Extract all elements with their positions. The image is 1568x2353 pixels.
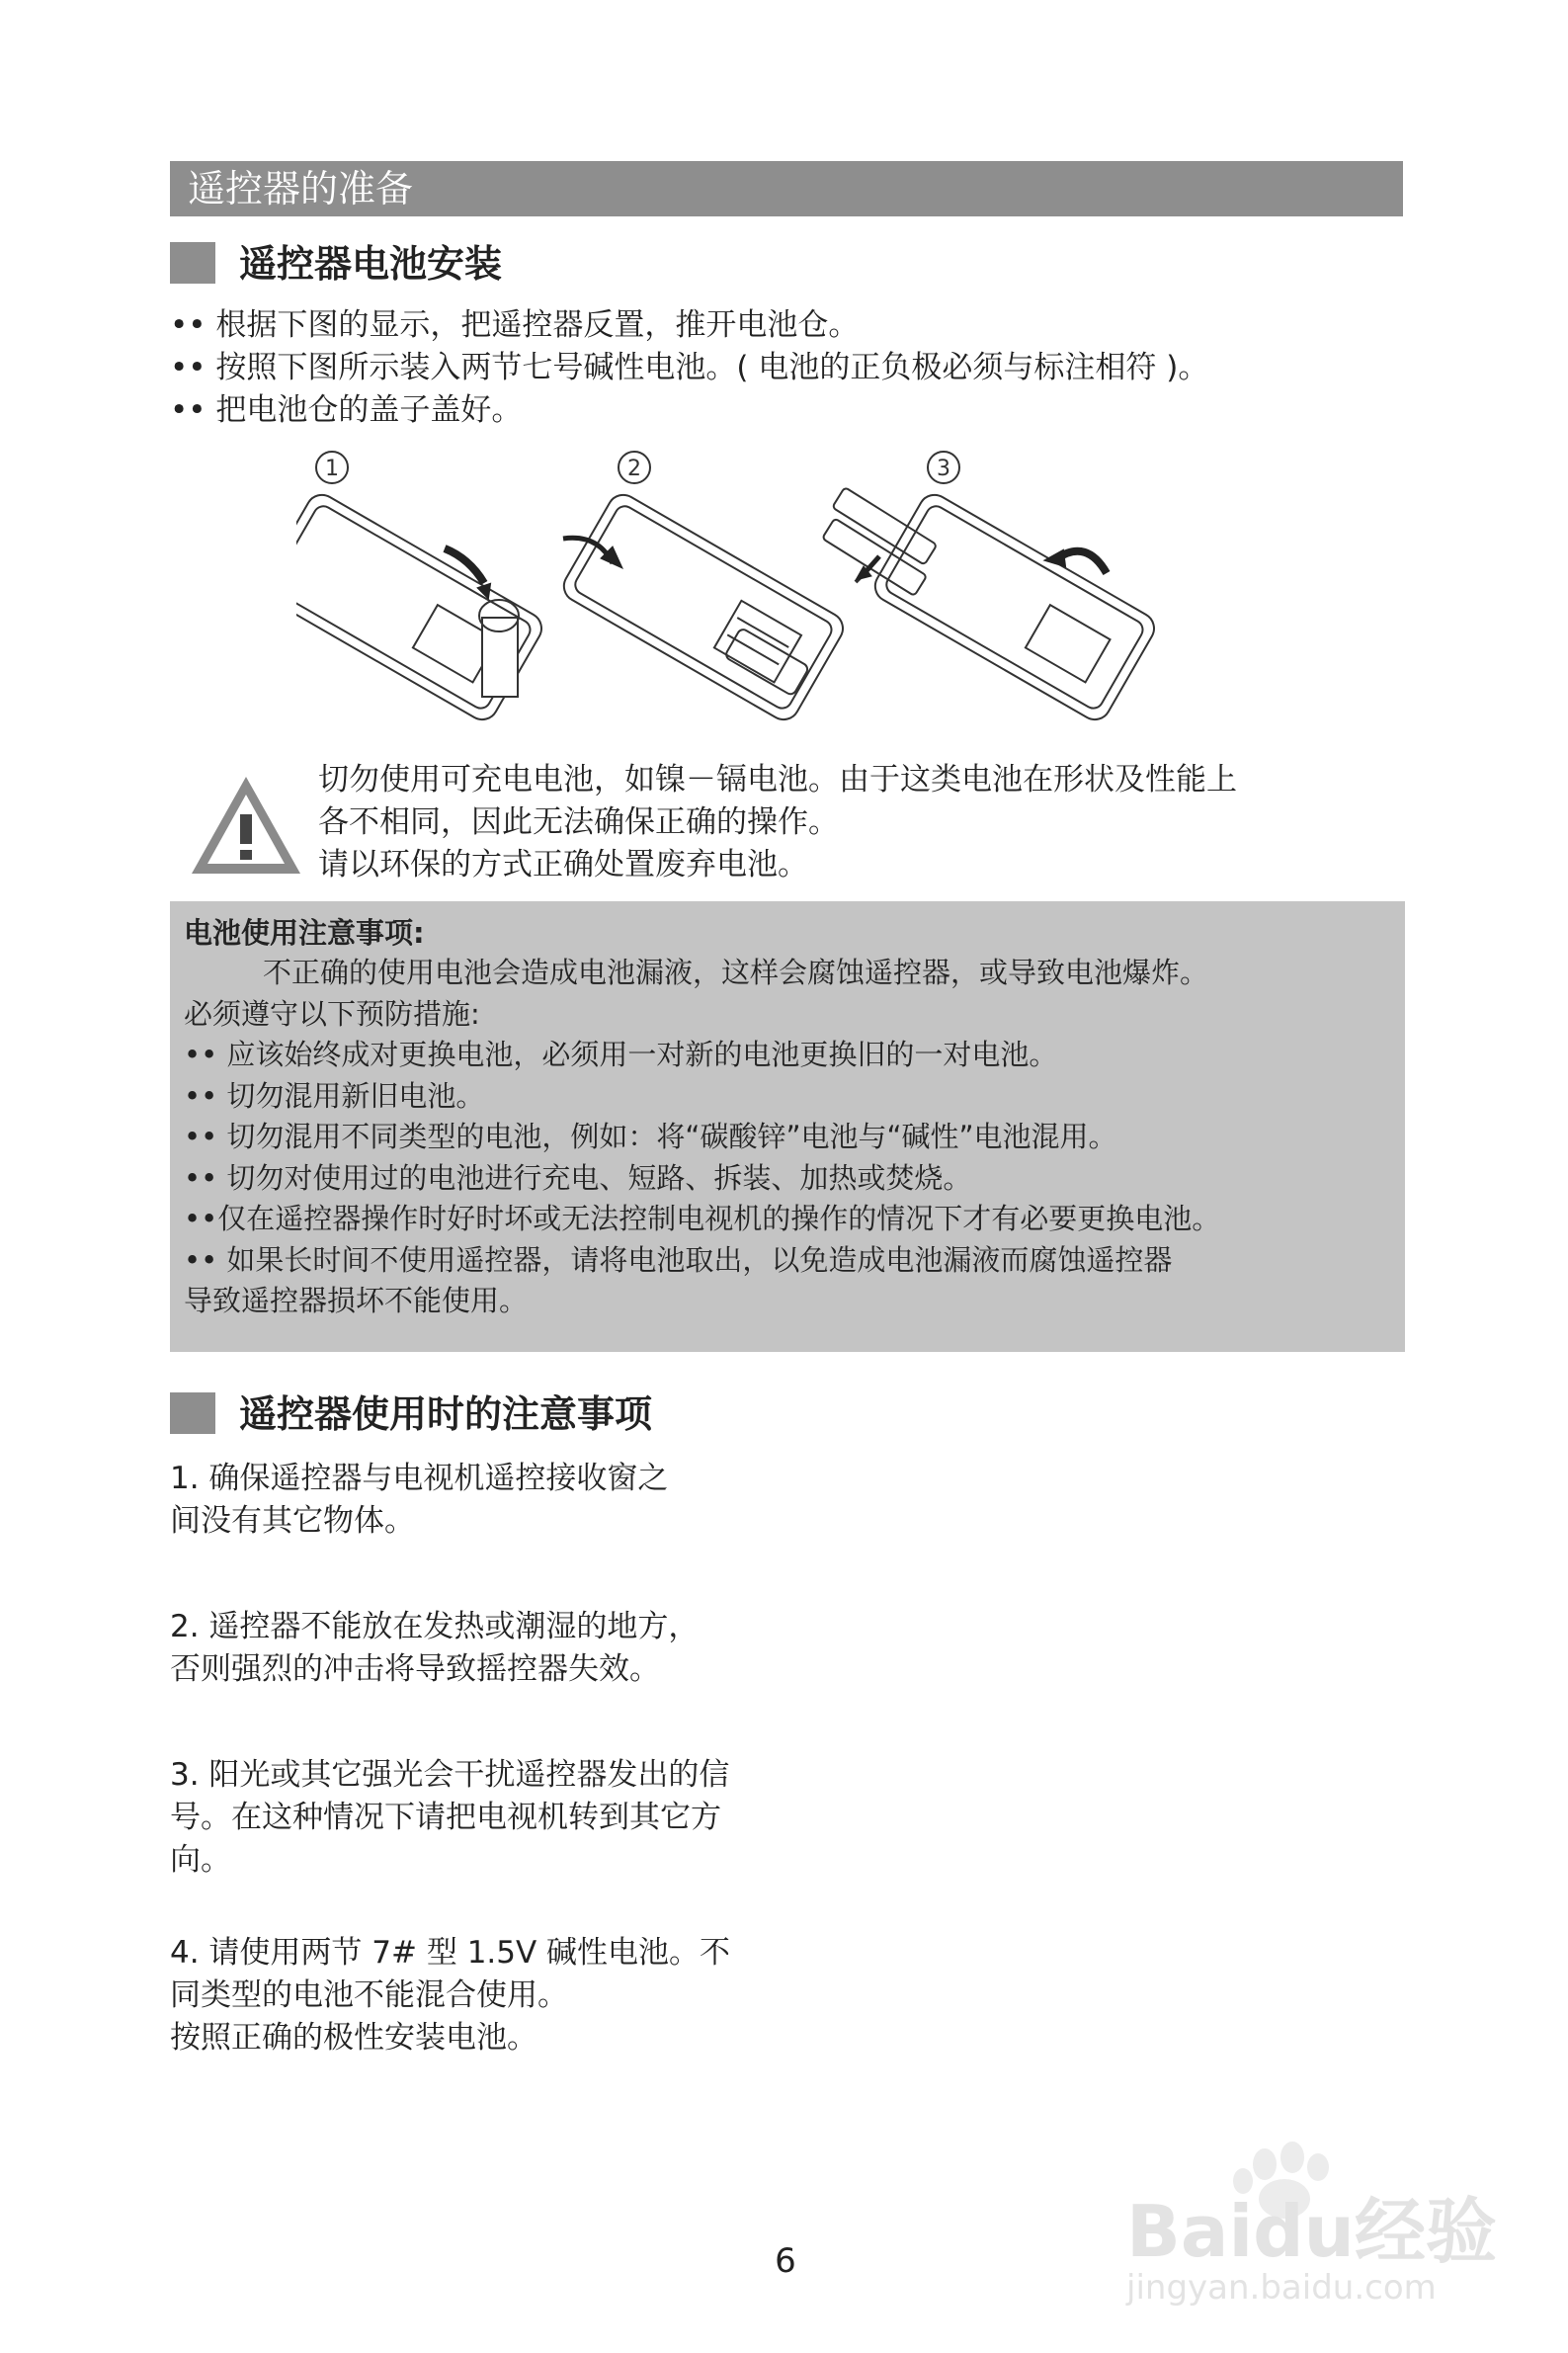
notice-line: •• 切勿混用新旧电池。 bbox=[184, 1078, 485, 1113]
notice-line: 导致遥控器损坏不能使用。 bbox=[184, 1284, 529, 1317]
warning-triangle-icon bbox=[188, 773, 304, 878]
section-title-bar bbox=[170, 161, 1403, 216]
usage-line: 按照正确的极性安装电池。 bbox=[170, 2020, 537, 2056]
notice-intro: 不正确的使用电池会造成电池漏液，这样会腐蚀遥控器，或导致电池爆炸。 bbox=[263, 956, 1209, 989]
battery-install-illustration bbox=[296, 440, 1275, 721]
step-label: 2 bbox=[627, 457, 641, 481]
watermark-brand: Baidu经验 bbox=[1126, 2190, 1497, 2273]
install-bullet: •• 把电池仓的盖子盖好。 bbox=[170, 392, 523, 428]
step-label: 1 bbox=[325, 457, 339, 481]
notice-title: 电池使用注意事项: bbox=[184, 916, 425, 950]
install-bullets bbox=[170, 304, 1405, 432]
usage-item bbox=[170, 1754, 802, 1882]
install-bullet: •• 按照下图所示装入两节七号碱性电池。( 电池的正负极必须与标注相符 )。 bbox=[170, 350, 1209, 385]
usage-line: 间没有其它物体。 bbox=[170, 1503, 415, 1539]
usage-line: 同类型的电池不能混合使用。 bbox=[170, 1977, 568, 2013]
install-bullet: •• 根据下图的显示，把遥控器反置，推开电池仓。 bbox=[170, 307, 860, 343]
notice-line: •• 切勿对使用过的电池进行充电、短路、拆装、加热或焚烧。 bbox=[184, 1160, 972, 1195]
page-number: 6 bbox=[775, 2241, 796, 2281]
watermark-url: jingyan.baidu.com bbox=[1126, 2268, 1437, 2308]
usage-line: 2. 遥控器不能放在发热或潮湿的地方， bbox=[170, 1609, 700, 1644]
usage-line: 4. 请使用两节 7# 型 1.5V 碱性电池。不 bbox=[170, 1935, 731, 1971]
step-label: 3 bbox=[937, 457, 950, 481]
warning-line: 切勿使用可充电电池，如镍－镉电池。由于这类电池在形状及性能上 bbox=[318, 762, 1237, 798]
warning-line: 各不相同，因此无法确保正确的操作。 bbox=[318, 804, 839, 840]
warning-line: 请以环保的方式正确处置废弃电池。 bbox=[318, 847, 808, 882]
notice-line: ••仅在遥控器操作时好时坏或无法控制电视机的操作的情况下才有必要更换电池。 bbox=[184, 1202, 1221, 1235]
notice-line: •• 应该始终成对更换电池，必须用一对新的电池更换旧的一对电池。 bbox=[184, 1038, 1058, 1071]
usage-heading-text: 遥控器使用时的注意事项 bbox=[239, 1392, 653, 1436]
install-heading-text: 遥控器电池安装 bbox=[239, 242, 503, 286]
warning-text bbox=[318, 759, 1405, 886]
section-title: 遥控器的准备 bbox=[188, 167, 414, 210]
usage-item bbox=[170, 1606, 802, 1691]
heading-square-marker bbox=[170, 242, 215, 284]
usage-line: 号。在这种情况下请把电视机转到其它方 bbox=[170, 1800, 721, 1835]
notice-line: •• 切勿混用不同类型的电池，例如：将“碳酸锌”电池与“碱性”电池混用。 bbox=[184, 1120, 1117, 1153]
battery-notice-box bbox=[170, 901, 1405, 1352]
usage-item bbox=[170, 1458, 802, 1543]
usage-line: 否则强烈的冲击将导致摇控器失效。 bbox=[170, 1651, 660, 1687]
usage-line: 1. 确保遥控器与电视机遥控接收窗之 bbox=[170, 1461, 669, 1496]
usage-line: 3. 阳光或其它强光会干扰遥控器发出的信 bbox=[170, 1757, 730, 1793]
heading-square-marker bbox=[170, 1392, 215, 1434]
notice-line: 必须遵守以下预防措施: bbox=[184, 996, 480, 1031]
usage-item bbox=[170, 1932, 802, 2059]
notice-line: •• 如果长时间不使用遥控器，请将电池取出，以免造成电池漏液而腐蚀遥控器 bbox=[184, 1242, 1173, 1277]
usage-line: 向。 bbox=[170, 1842, 231, 1878]
